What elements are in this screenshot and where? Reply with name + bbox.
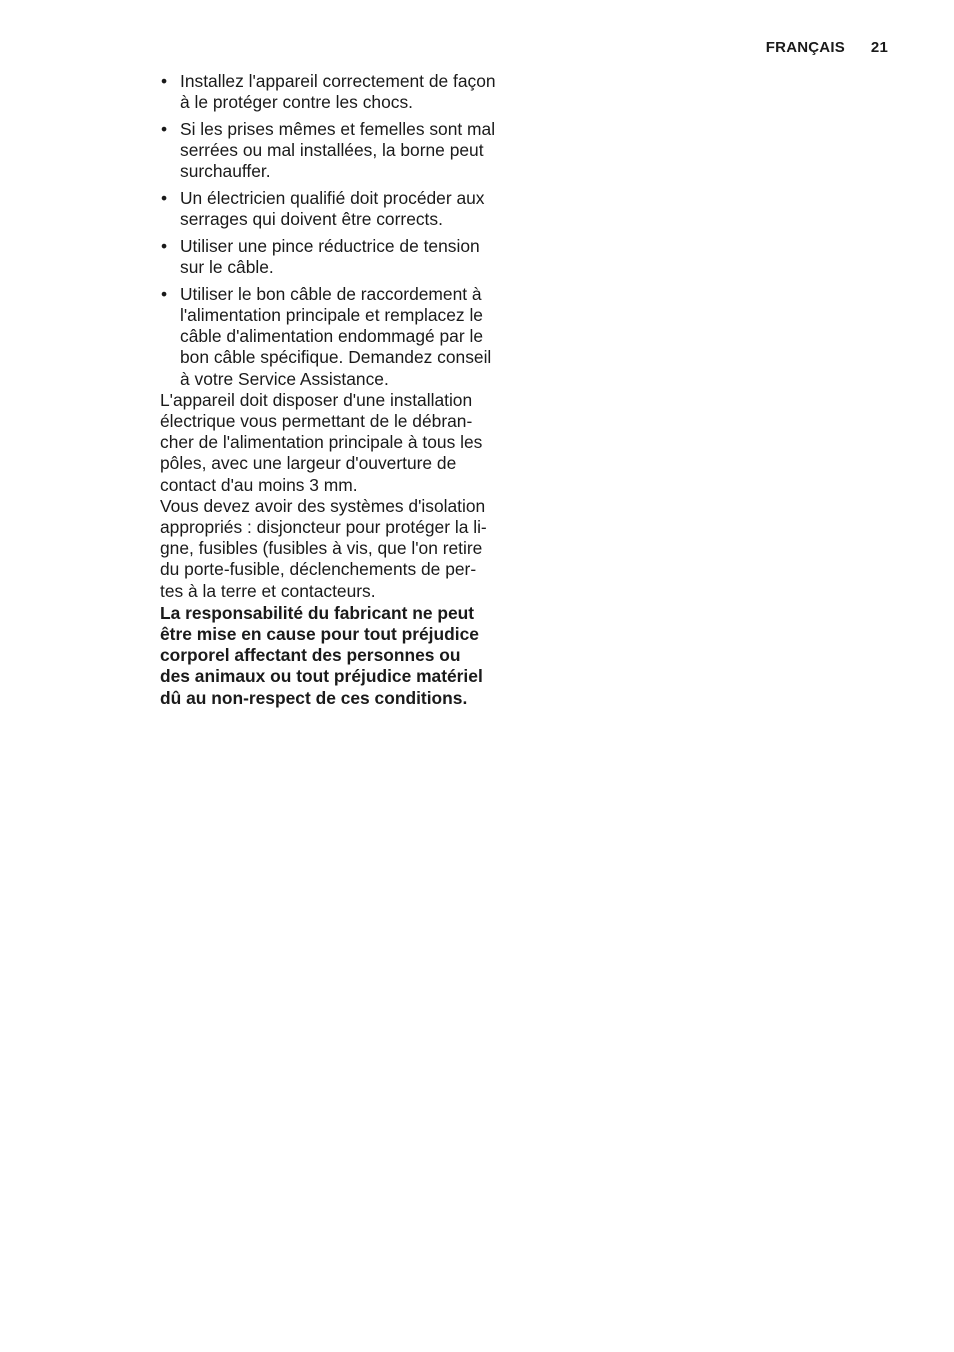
- text-line: La responsabilité du fabricant ne peut: [160, 602, 475, 623]
- bullet-icon: •: [161, 118, 168, 139]
- text-line: des animaux ou tout préjudice matériel: [160, 666, 483, 687]
- text-line: surchauffer.: [180, 161, 271, 182]
- bullet-icon: •: [161, 188, 168, 209]
- list-item: [160, 236, 520, 278]
- text-line: Utiliser le bon câble de raccordement à: [180, 283, 482, 304]
- bullet-icon: •: [161, 71, 168, 91]
- text-line: pôles, avec une largeur d'ouverture de: [160, 453, 457, 474]
- text-line: câble d'alimentation endommagé par le: [180, 326, 484, 347]
- text-line: à votre Service Assistance.: [180, 368, 389, 389]
- text-line: bon câble spécifique. Demandez conseil: [180, 347, 492, 368]
- header-language: FRANÇAIS: [765, 39, 845, 56]
- list-item-text: [180, 71, 496, 112]
- text-line: du porte-fusible, déclenchements de per-: [160, 559, 477, 580]
- text-line: Si les prises mêmes et femelles sont mal: [180, 118, 496, 139]
- bullet-icon: •: [161, 235, 168, 256]
- paragraph: [160, 496, 520, 602]
- list-item: [160, 71, 520, 113]
- text-line: corporel affectant des personnes ou: [160, 645, 461, 666]
- list-item: [160, 119, 520, 183]
- text-line: cher de l'alimentation principale à tous les: [160, 432, 483, 453]
- text-line: être mise en cause pour tout préjudice: [160, 624, 479, 645]
- text-line: appropriés : disjoncteur pour protéger la li-: [160, 517, 487, 538]
- liability-warning: [160, 603, 520, 709]
- text-line: gne, fusibles (fusibles à vis, que l'on retire: [160, 538, 483, 559]
- list-item-text: [180, 188, 485, 229]
- list-item-text: [180, 236, 480, 277]
- page-header: [766, 39, 888, 56]
- text-line: contact d'au moins 3 mm.: [160, 474, 358, 495]
- text-line: sur le câble.: [180, 257, 274, 278]
- list-item-text: [180, 119, 495, 181]
- text-line: tes à la terre et contacteurs.: [160, 580, 376, 601]
- paragraphs: [160, 390, 520, 602]
- list-item: [160, 284, 520, 390]
- bullet-list: [160, 71, 520, 390]
- text-line: Installez l'appareil correctement de façon: [180, 71, 496, 91]
- list-item-text: [180, 284, 491, 389]
- text-line: L'appareil doit disposer d'une installation: [160, 389, 473, 410]
- text-line: serrées ou mal installées, la borne peut: [180, 140, 484, 161]
- text-line: serrages qui doivent être corrects.: [180, 209, 443, 230]
- bullet-icon: •: [161, 283, 168, 304]
- text-column: [160, 71, 520, 709]
- text-line: Utiliser une pince réductrice de tension: [180, 235, 480, 256]
- text-line: Vous devez avoir des systèmes d'isolation: [160, 495, 486, 516]
- page-number: 21: [870, 39, 888, 56]
- list-item: [160, 188, 520, 230]
- paragraph: [160, 390, 520, 496]
- text-line: électrique vous permettant de le débran-: [160, 411, 473, 432]
- text-line: à le protéger contre les chocs.: [180, 92, 413, 113]
- text-line: dû au non-respect de ces conditions.: [160, 687, 468, 708]
- text-line: l'alimentation principale et remplacez le: [180, 305, 483, 326]
- text-line: Un électricien qualifié doit procéder aux: [180, 188, 485, 209]
